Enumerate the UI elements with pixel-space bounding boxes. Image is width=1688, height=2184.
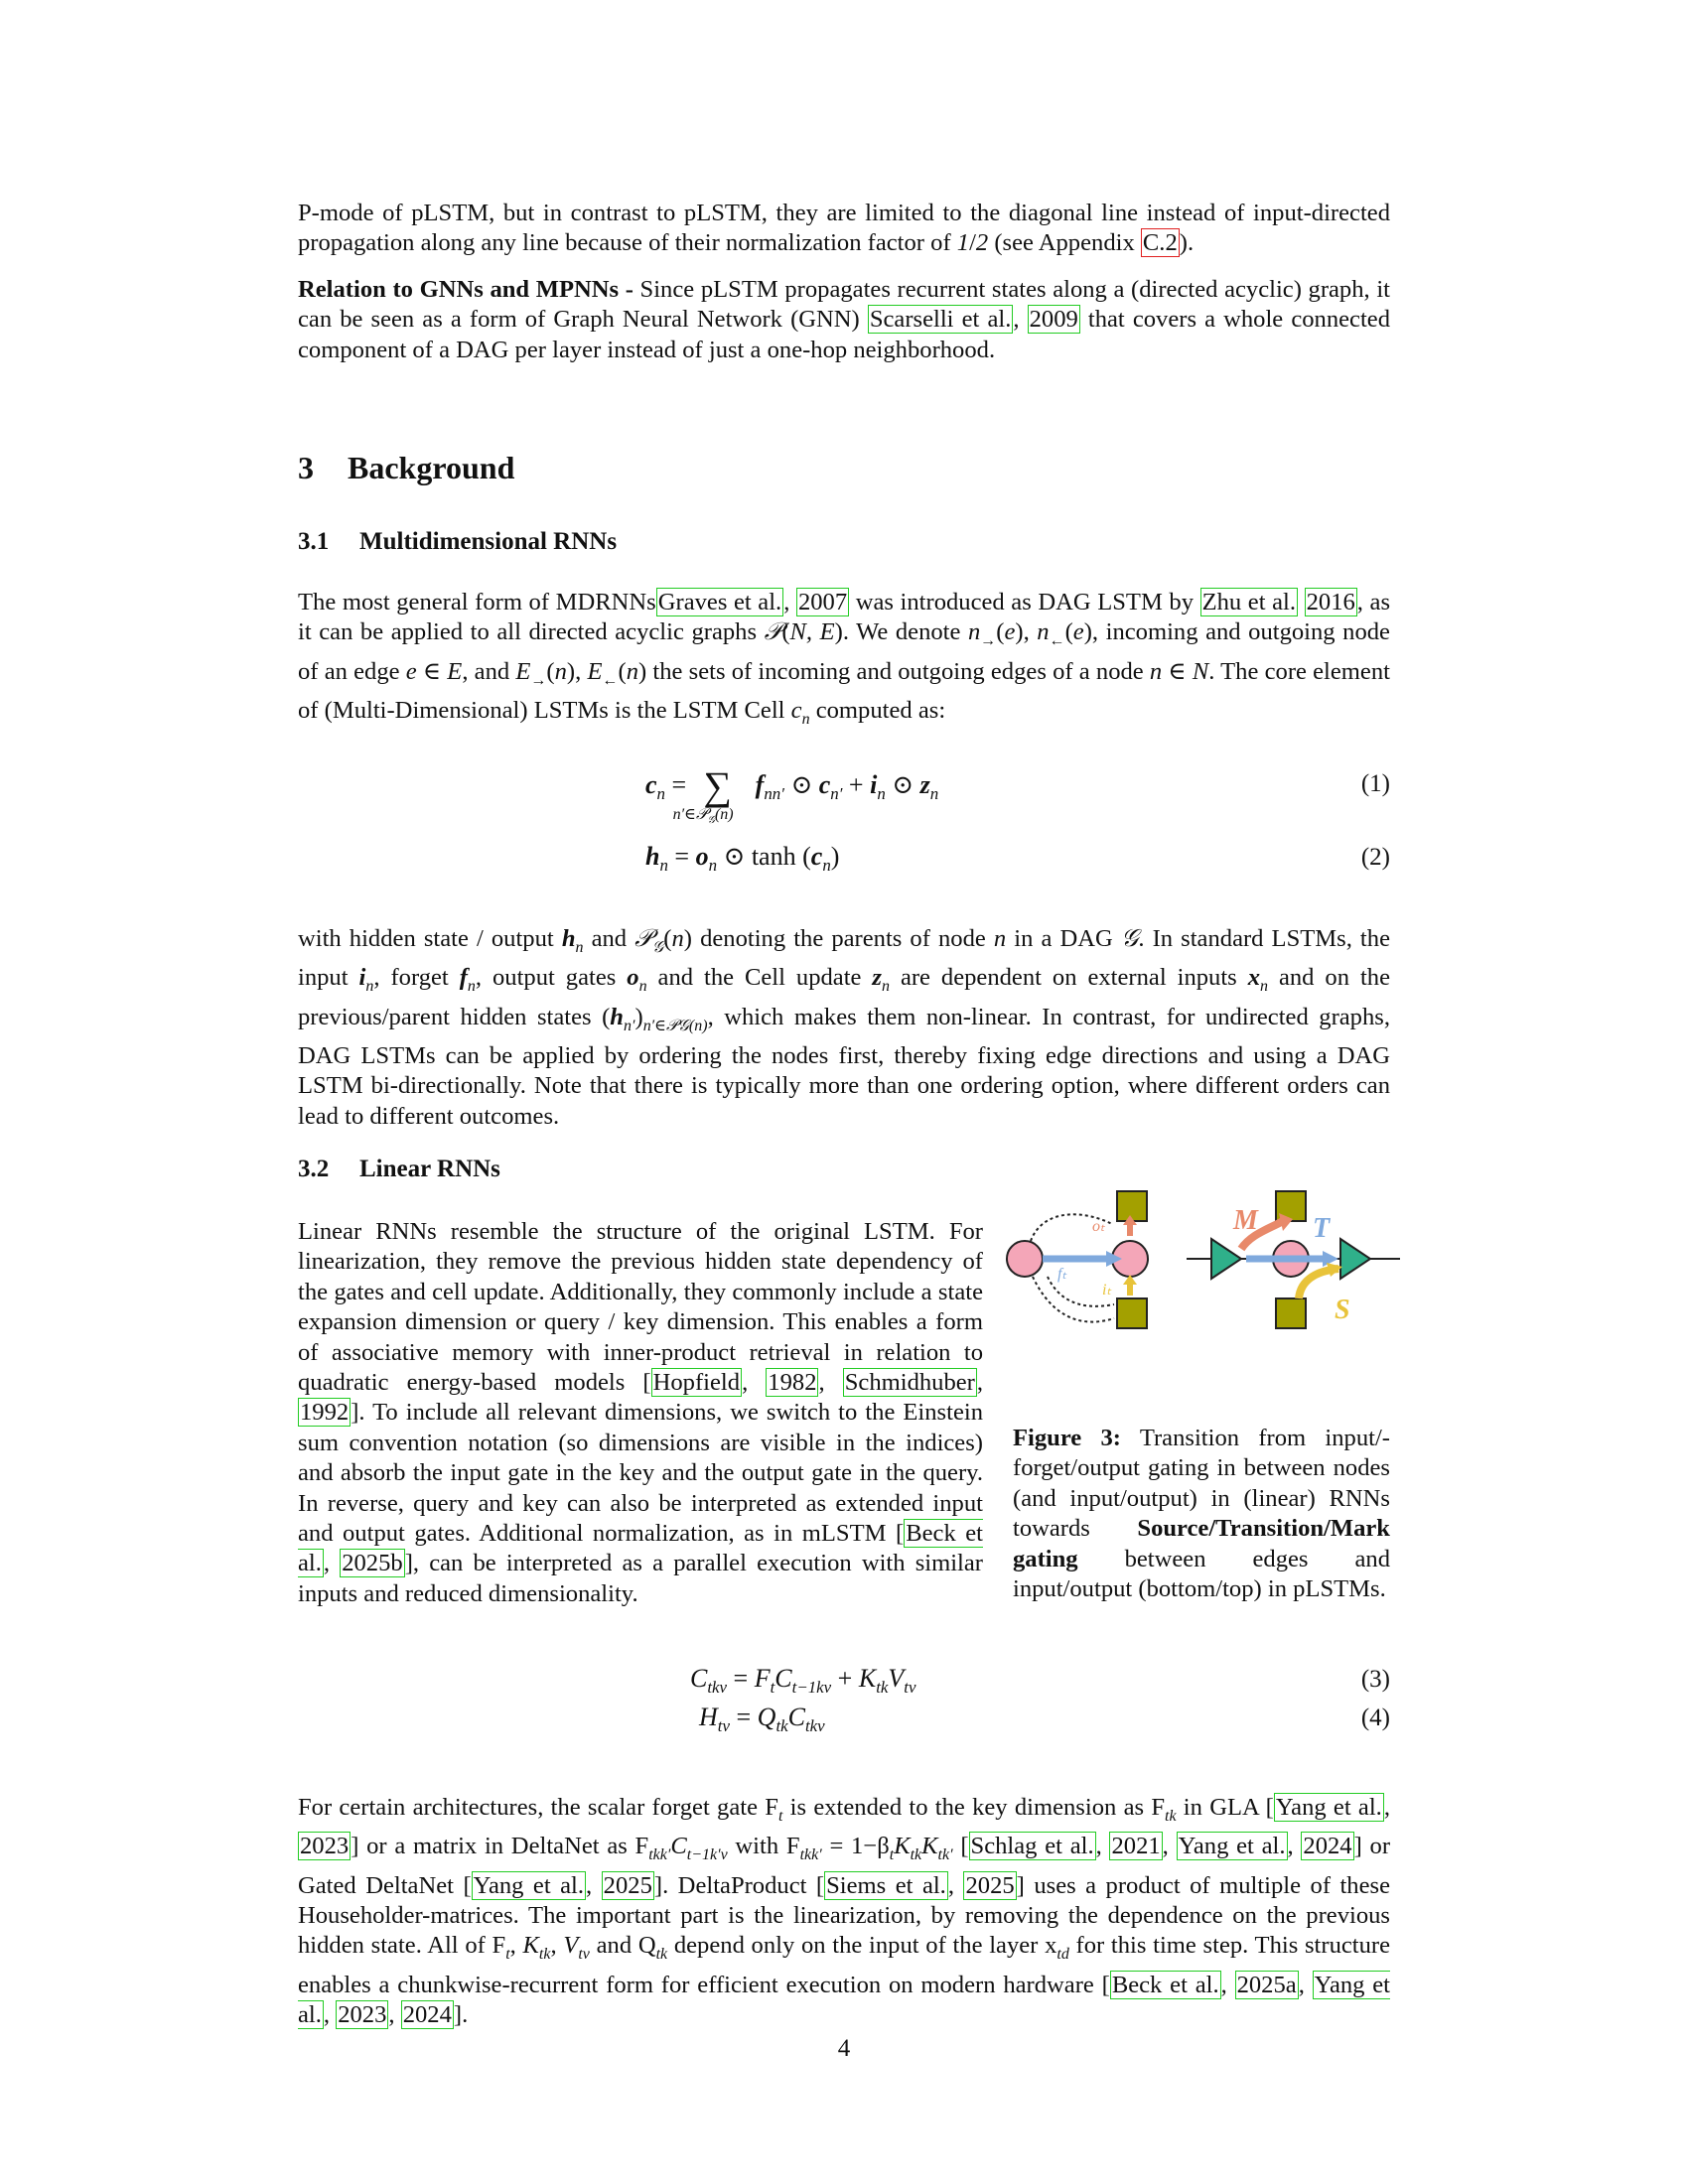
para32b-text-8: . DeltaProduct xyxy=(662,1871,816,1899)
para-3-2: Linear RNNs resemble the structure of the original LSTM. For linearization, they remove the previous hidden state dependency of the gates and cell update. Additionally, they commonly include a state expansion dimension or query / key dimension. This enables a form of associative memory with inner-product retrieval in relation to quadratic energy-based models [Hopfield, 1982, Schmidhuber, 1992]. To include all relevant dimensions, we switch to the Einstein sum convention notation (so dimensions are visible in the indices) and absorb the input gate in the key and the output gate in the query. In reverse, query and key can also be interpreted as extended input and output gates. Additional normalization, as in mLSTM [Beck et al., 2025b], can be interpreted as a parallel execution with similar inputs and reduced dimensionality. xyxy=(298,1218,984,1607)
section-3-heading: 3 Background xyxy=(298,450,515,485)
para32b-text-2: is extended to the key dimension as F xyxy=(782,1794,1165,1821)
para32-text-3: , can be interpreted as a parallel execution with similar inputs and reduced dimensionality. xyxy=(298,1550,983,1607)
para-3-2-b: For certain architectures, the scalar forget gate $F_t$ is extended to the key dimension as $F_{tk}$ in GLA [Yang et al., 2023] or a matrix in DeltaNet as $F_{tkk'}C_{t-1k'v}$ with $F_{tkk'} = 1-\beta_tK_{tk}K_{tk'}$ [Schlag et al., 2021, Yang et al., 2024] or Gated DeltaNet [Yang et al., 2025]. DeltaProduct [Siems et al., 2025] uses a product of multiple of these Householder-matrices. The important part is the linearization, by removing the dependence on the previous hidden state. All of $F_t$, $K_{tk}$, $V_{tv}$ and $Q_{tk}$ depend only on the input of the layer $x_{td}$ for this time step. This structure enables a chunkwise-recurrent form for efficient execution on modern hardware [Beck et al., 2025a, Yang et al., 2023, 2024]. xyxy=(298,1794,1391,2029)
node-left-icon xyxy=(1007,1241,1043,1277)
intro-text-2: ). xyxy=(1179,229,1195,257)
source-square-icon xyxy=(1276,1298,1306,1328)
cite-yang-2023b[interactable]: Yang et al. xyxy=(298,1971,1391,2029)
para32b-text-1: For certain architectures, the scalar forget gate F xyxy=(298,1794,778,1821)
para32b-text-7: or Gated DeltaNet xyxy=(298,1833,1391,1899)
para-3-1-b: with hidden state / output $h_n$ and 𝒫$_𝒢$(n) denoting the parents of node n in a DAG 𝒢. In standard LSTMs, the input $i_n$, forget $f_n$, output gates $o_n$ and the Cell update $z_n$ are dependent on external inputs $x_n$ and on the previous/parent hidden states $(h_{n'})_{n'\in 𝒫𝒢(n)}$, which makes them non-linear. In contrast, for undirected graphs, DAG LSTMs can be applied by ordering the nodes first, thereby fixing edge directions and using a DAG LSTM bi-directionally. Note that there is typically more than one ordering option, where different orders can lead to different outcomes. xyxy=(298,925,1390,1130)
cite-schmidhuber-year[interactable]: 1992 xyxy=(300,1399,350,1427)
relation-heading: Relation to GNNs and MPNNs - xyxy=(298,276,633,303)
gating-left-diagram xyxy=(1007,1191,1148,1328)
para32b-text-13: . xyxy=(462,2001,469,2029)
intro-text-1: P-mode of pLSTM, but in contrast to pLSTM, they are limited to the diagonal line instead of input-directed propagation along any line because of their normalization factor of 1/2 (see Appendix xyxy=(298,200,1390,257)
equation-4-number: (4) xyxy=(1360,1705,1390,1731)
cite-yang-2025-year[interactable]: 2025 xyxy=(603,1871,652,1899)
para32b-text-11: depend only on the input of the layer x xyxy=(667,1932,1057,1960)
section-3-2-heading: 3.2 Linear RNNs xyxy=(298,1156,500,1182)
cite-schlag[interactable]: Schlag et al. xyxy=(970,1833,1094,1860)
para32b-text-10: and Q xyxy=(589,1932,656,1960)
o-gate-label: oₜ xyxy=(1092,1218,1105,1235)
cite-scarselli-year[interactable]: 2009 xyxy=(1029,306,1078,334)
para32-text-1: Linear RNNs resemble the structure of the original LSTM. For linearization, they remove the previous hidden state dependency of the gates and cell update. Additionally, they commonly include a state expansion dimension or query / key dimension. This enables a form of associative memory with inner-product retrieval in relation to quadratic energy-based models xyxy=(298,1218,983,1397)
triangle-right-icon xyxy=(1340,1239,1370,1279)
cite-yang-2025[interactable]: Yang et al. xyxy=(473,1871,585,1899)
para-3-1: The most general form of MDRNNsGraves et al., 2007 was introduced as DAG LSTM by Zhu et al. 2016, as it can be applied to all directed acyclic graphs 𝒫(N, E). We denote $n_\to(e)$, $n_\leftarrow(e)$, incoming and outgoing node of an edge e ∈ E, and $E_\to(n)$, $E_\leftarrow(n)$ the sets of incoming and outgoing edges of a node n ∈ N. The core element of (Multi-Dimensional) LSTMs is the LSTM Cell $c_n$ computed as: xyxy=(298,589,1391,728)
i-gate-label: iₜ xyxy=(1102,1282,1112,1298)
gating-right-diagram xyxy=(1187,1191,1400,1328)
cite-graves[interactable]: Graves et al. xyxy=(657,589,782,615)
cite-schmidhuber[interactable]: Schmidhuber xyxy=(844,1369,975,1397)
para32b-text-12: for this time step. This structure enables a chunkwise-recurrent form for efficient execution on modern hardware xyxy=(298,1932,1391,1998)
input-square-icon xyxy=(1117,1298,1147,1328)
source-label: S xyxy=(1335,1295,1350,1325)
figure-3-caption-text-1: Transition from input/-forget/output gating in between nodes (and input/output) in (linear) RNNs towards xyxy=(1013,1425,1390,1543)
equation-4: $H_{tv} = Q_{tk}C_{tkv}$ (4) xyxy=(699,1703,1390,1736)
para31-text-1: The most general form of MDRNNs xyxy=(298,589,656,615)
figure-3-caption xyxy=(1013,1424,1390,1604)
triangle-left-icon xyxy=(1211,1239,1241,1279)
para32-text-2: . To include all relevant dimensions, we switch to the Einstein sum convention notation (so dimensions are visible in the indices) and absorb the input gate in the key and the output gate in the query. In reverse, query and key can also be interpreted as extended input and output gates. Additional normalization, as in mLSTM xyxy=(298,1399,983,1548)
relation-text-1: Since pLSTM propagates recurrent states along a (directed acyclic) graph, it can be seen as a form of Graph Neural Network (GNN) xyxy=(298,276,1390,334)
figure-3-caption-text-2: between edges and input/output (bottom/top) in pLSTMs. xyxy=(1013,1545,1390,1603)
cite-yang-2024[interactable]: Yang et al. xyxy=(1178,1833,1286,1860)
page-number: 4 xyxy=(837,2035,851,2062)
para32b-text-5: with F xyxy=(727,1833,800,1860)
equation-2-number: (2) xyxy=(1360,844,1390,871)
appendix-link[interactable]: C.2 xyxy=(1142,229,1178,257)
equation-1: $c_n$ = ∑ n′∈𝒫$_𝒢$(n) $f_{nn'}$ ⊙ $c_{n'} + i_n$ ⊙ $z_n$ (1) xyxy=(645,763,1390,827)
cite-zhu[interactable]: Zhu et al. xyxy=(1201,589,1297,615)
cite-scarselli[interactable]: Scarselli et al. xyxy=(869,306,1012,334)
figure-3-caption-bold: Source/Transition/Mark gating xyxy=(1013,1515,1390,1572)
cite-graves-year[interactable]: 2007 xyxy=(797,589,848,615)
intro-paragraph xyxy=(298,199,1390,259)
para32b-text-6: = 1−β xyxy=(821,1833,890,1860)
equation-3-number: (3) xyxy=(1360,1666,1390,1693)
cite-beck-b[interactable]: Beck et al. xyxy=(298,1520,983,1577)
figure-3-diagram xyxy=(1003,1179,1400,1368)
equation-1-number: (1) xyxy=(1360,770,1390,797)
cite-yang-2024-year[interactable]: 2024 xyxy=(1303,1833,1352,1860)
para32b-text-9: uses a product of multiple of these Householder-matrices. The important part is the linearization, by removing the dependence on the previous hidden state. All of F xyxy=(298,1871,1391,1960)
relation-text-2: that covers a whole connected component of a DAG per layer instead of just a one-hop neighborhood. xyxy=(298,306,1390,363)
mark-label: M xyxy=(1233,1205,1258,1236)
cite-yang-2023b-year[interactable]: 2023 xyxy=(338,2001,387,2029)
cite-yang-2023[interactable]: Yang et al. xyxy=(1275,1794,1382,1821)
relation-paragraph: Relation to GNNs and MPNNs - Since pLSTM propagates recurrent states along a (directed acyclic) graph, it can be seen as a form of Graph Neural Network (GNN) Scarselli et al., 2009 that covers a whole connected component of a DAG per layer instead of just a one-hop neighborhood. xyxy=(298,276,1390,363)
cite-siems-year[interactable]: 2025 xyxy=(965,1871,1015,1899)
section-3-1-heading: 3.1 Multidimensional RNNs xyxy=(298,528,618,555)
cite-beck-a-year[interactable]: 2025a xyxy=(1236,1971,1297,1998)
output-square-icon xyxy=(1117,1191,1147,1221)
cite-siems[interactable]: Siems et al. xyxy=(826,1871,946,1899)
transition-label: T xyxy=(1313,1213,1331,1244)
cite-yang-2023-year[interactable]: 2023 xyxy=(300,1833,350,1860)
equation-2: $h_n = o_n$ ⊙ $\tanh (c_n)$ (2) xyxy=(645,842,1390,876)
cite-hopfield[interactable]: Hopfield xyxy=(652,1369,741,1397)
cite-zhu-year[interactable]: 2016 xyxy=(1306,589,1355,615)
f-gate-label: fₜ xyxy=(1057,1266,1067,1283)
cite-schlag-year[interactable]: 2021 xyxy=(1111,1833,1161,1860)
cite-hopfield-year[interactable]: 1982 xyxy=(768,1369,817,1397)
figure-3-label: Figure 3: xyxy=(1013,1425,1121,1451)
para32b-text-4: or a matrix in DeltaNet as F xyxy=(358,1833,649,1860)
cite-beck-a[interactable]: Beck et al. xyxy=(1111,1971,1219,1998)
cite-beck-b-year[interactable]: 2025b xyxy=(342,1550,403,1577)
cite-yang-2024b-year[interactable]: 2024 xyxy=(402,2001,452,2029)
para32b-text-3: in GLA xyxy=(1176,1794,1266,1821)
para31-text-4: computed as: xyxy=(809,697,946,725)
equation-3: $C_{tkv} = F_tC_{t-1kv} + K_{tk}V_{tv}$ (3) xyxy=(690,1664,1390,1698)
